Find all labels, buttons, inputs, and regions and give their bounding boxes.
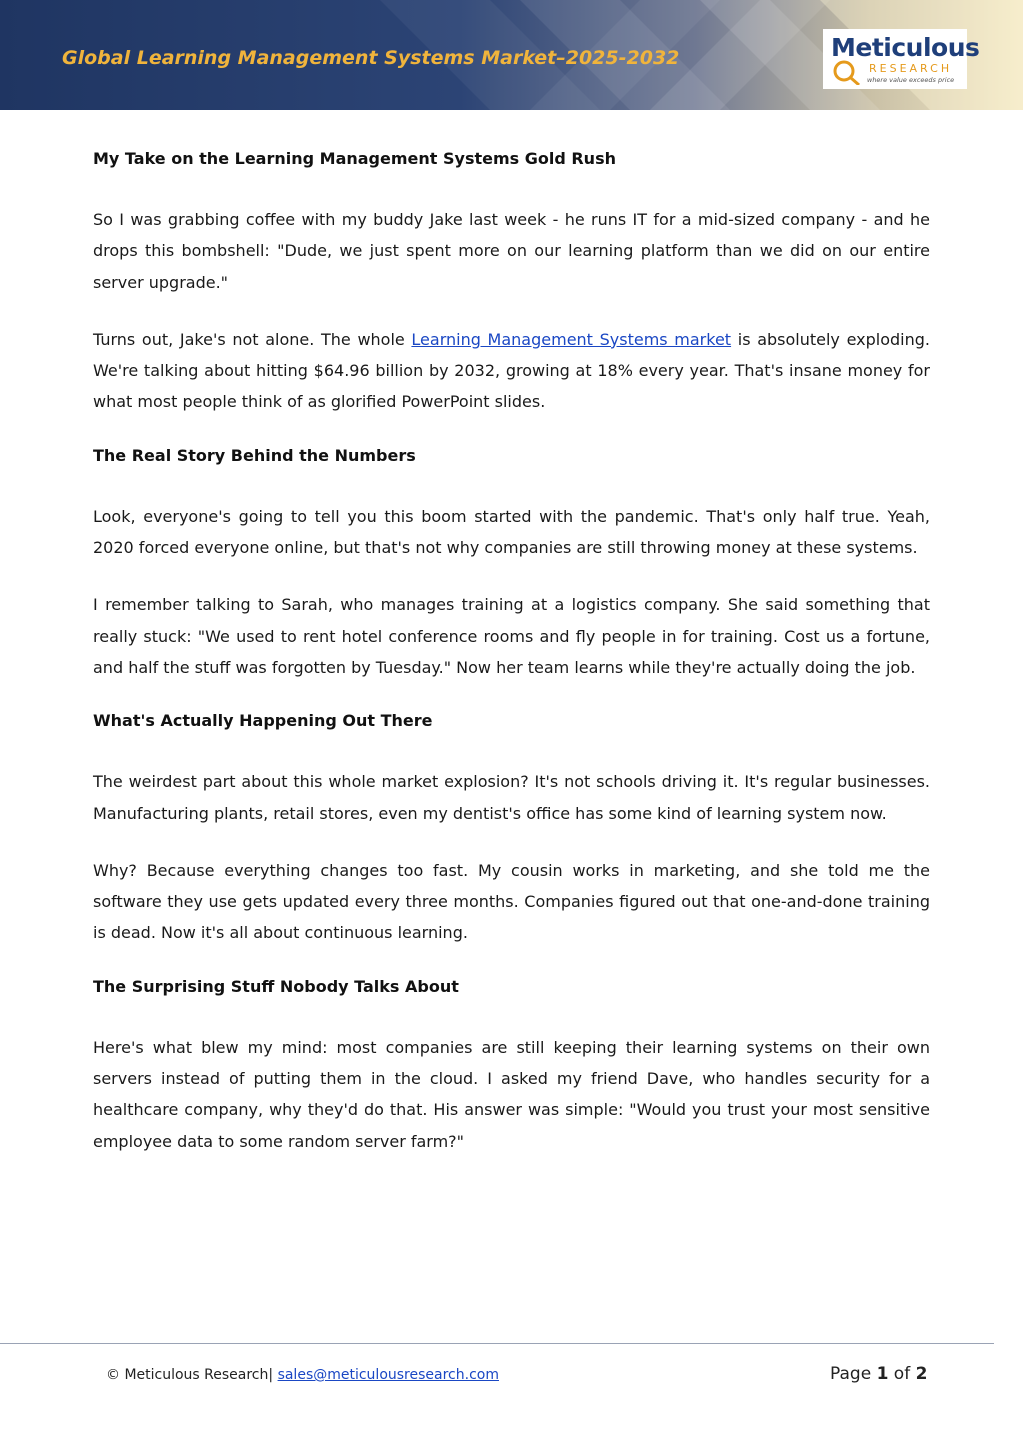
article-body (93, 147, 930, 1157)
paragraph: Here's what blew my mind: most companies are still keeping their learning systems on their own servers instead of putting them in the cloud. I asked my friend Dave, who handles security for a healthcare company, why they'd do that. His answer was simple: "Would you trust your most sensitive employee data to some random server farm?" (93, 1037, 930, 1151)
logo-name: Meticulous (831, 33, 980, 62)
page-label: Page (830, 1364, 877, 1384)
paragraph: So I was grabbing coffee with my buddy Jake last week - he runs IT for a mid-sized company - and he drops this bombshell: "Dude, we just spent more on our learning platform than we did on our entire server upgrade." (93, 210, 930, 292)
header-banner (0, 0, 1023, 110)
page-of-label: of (888, 1364, 916, 1384)
section-heading: The Real Story Behind the Numbers (93, 445, 416, 465)
page-number (830, 1364, 927, 1384)
email-link[interactable]: sales@meticulousresearch.com (277, 1367, 499, 1383)
logo-tagline: where value exceeds price (867, 76, 955, 84)
section-heading: What's Actually Happening Out There (93, 711, 433, 731)
paragraph: Look, everyone's going to tell you this boom started with the pandemic. That's only half true. Yeah, 2020 forced everyone online, but that's not why companies are still throwing money at these systems. (93, 506, 930, 558)
company-logo (823, 29, 980, 89)
paragraph: I remember talking to Sarah, who manages training at a logistics company. She said something that really stuck: "We used to rent hotel conference rooms and fly people in for training. Cost us a fortune, and half the stuff was forgotten by Tuesday." Now her team learns while they're actually doing the job. (93, 595, 930, 677)
document-title: Global Learning Management Systems Market–2025-2032 (62, 47, 680, 69)
section-heading: My Take on the Learning Management Systems Gold Rush (93, 149, 616, 168)
copyright-text: © Meticulous Research| (106, 1367, 274, 1383)
market-report-link[interactable]: Learning Management Systems market (411, 329, 732, 349)
paragraph-text: is absolutely exploding. We're talking about hitting $64.96 billion by 2032, growing at 18% every year. That's insane money for what most people think of as glorified PowerPoint slides. (93, 329, 930, 412)
paragraph: Why? Because everything changes too fast. My cousin works in marketing, and she told me the software they use gets updated every three months. Companies figured out that one-and-done training is dead. Now it's all about continuous learning. (93, 860, 930, 943)
page-current: 1 (876, 1364, 889, 1384)
page-total: 2 (915, 1364, 928, 1384)
footer-divider (0, 1343, 994, 1344)
section-heading: The Surprising Stuff Nobody Talks About (93, 976, 459, 996)
logo-subtitle: RESEARCH (869, 62, 953, 75)
paragraph (93, 324, 930, 418)
footer-copyright (106, 1367, 499, 1383)
paragraph-text: Turns out, Jake's not alone. The whole (93, 329, 412, 349)
paragraph: The weirdest part about this whole market explosion? It's not schools driving it. It's regular businesses. Manufacturing plants, retail stores, even my dentist's office has some kind of learning system now. (93, 772, 930, 823)
